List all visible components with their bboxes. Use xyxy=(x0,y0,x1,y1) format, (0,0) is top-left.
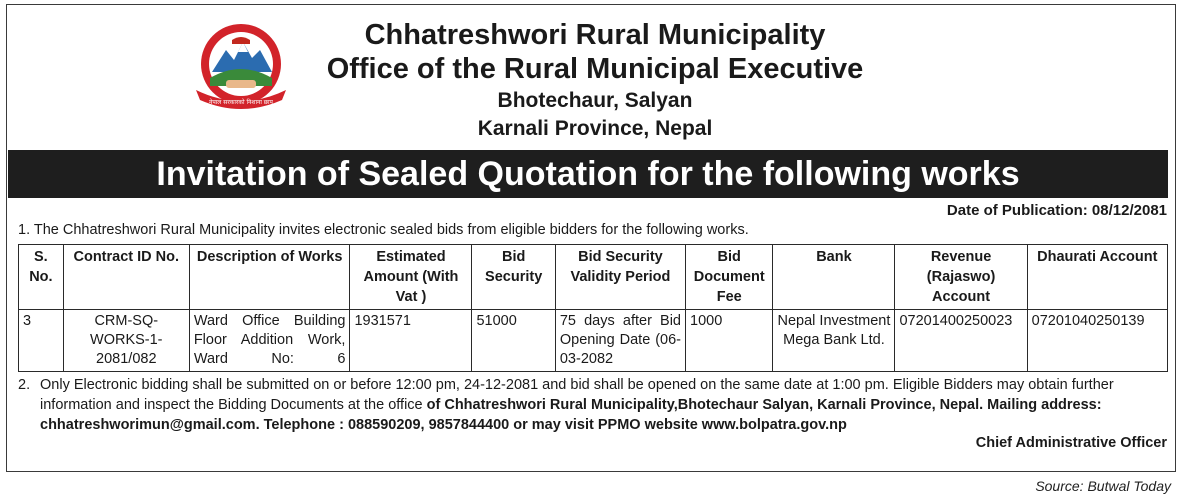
org-header xyxy=(300,18,890,143)
cell-validity: 75 days after Bid Opening Date (06-03-2082 xyxy=(555,310,685,372)
table-row xyxy=(19,310,1168,372)
office-name: Office of the Rural Municipal Executive xyxy=(326,53,864,85)
note-body xyxy=(40,375,1168,435)
cell-sno: 3 xyxy=(19,310,64,372)
cell-doc-fee: 1000 xyxy=(686,310,773,372)
note-number: 2. xyxy=(18,377,31,393)
col-header: S. No. xyxy=(19,245,64,310)
title-banner: Invitation of Sealed Quotation for the following works xyxy=(8,150,1168,198)
province: Karnali Province, Nepal xyxy=(477,117,713,140)
col-header: Bid Document Fee xyxy=(686,245,773,310)
org-name: Chhatreshwori Rural Municipality xyxy=(364,19,826,51)
cell-revenue-account: 07201400250023 xyxy=(895,310,1027,372)
intro-number: 1. xyxy=(18,222,31,238)
publication-date: Date of Publication: 08/12/2081 xyxy=(946,202,1167,219)
nepal-emblem-icon xyxy=(190,20,292,112)
cell-contract-id: CRM-SQ-WORKS-1-2081/082 xyxy=(63,310,189,372)
location: Bhotechaur, Salyan xyxy=(497,89,693,112)
works-table xyxy=(18,244,1168,372)
col-header: Description of Works xyxy=(189,245,350,310)
signer-title: Chief Administrative Officer xyxy=(975,435,1167,451)
note-contact: of Chhatreshwori Rural Municipality,Bhotechaur Salyan, Karnali Province, Nepal. Mailing address: chhatreshworimun@gmail.com. Telephone : 088590209, 9857844400 or may visit PPMO website www.bolpatra.gov.np xyxy=(40,397,1102,433)
col-header: Bank xyxy=(773,245,895,310)
cell-bid-security: 51000 xyxy=(472,310,555,372)
note-text: Only Electronic bidding shall be submitted on or before 12:00 pm, 24-12-2081 and bid shall be opened on the same date at 1:00 pm. Eligible Bidders may obtain further information and inspect the Bidding Documents at the office xyxy=(40,377,1114,413)
cell-description: Ward Office Building Floor Addition Work, Ward No: 6 xyxy=(189,310,350,372)
col-header: Revenue (Rajaswo) Account xyxy=(895,245,1027,310)
col-header: Contract ID No. xyxy=(63,245,189,310)
cell-bank: Nepal Investment Mega Bank Ltd. xyxy=(773,310,895,372)
intro-paragraph xyxy=(18,222,749,238)
col-header: Bid Security xyxy=(472,245,555,310)
intro-text: The Chhatreshwori Rural Municipality invites electronic sealed bids from eligible bidders for the following works. xyxy=(33,222,749,238)
cell-amount: 1931571 xyxy=(350,310,472,372)
col-header: Bid Security Validity Period xyxy=(555,245,685,310)
emblem-caption: नेपाल सरकारको निशाना छाप xyxy=(209,99,273,106)
col-header: Estimated Amount (With Vat ) xyxy=(350,245,472,310)
table-header-row xyxy=(19,245,1168,310)
bidding-note xyxy=(18,375,1168,435)
col-header: Dhaurati Account xyxy=(1027,245,1167,310)
source-credit: Source: Butwal Today xyxy=(1035,478,1171,494)
cell-dhaurati-account: 07201040250139 xyxy=(1027,310,1167,372)
